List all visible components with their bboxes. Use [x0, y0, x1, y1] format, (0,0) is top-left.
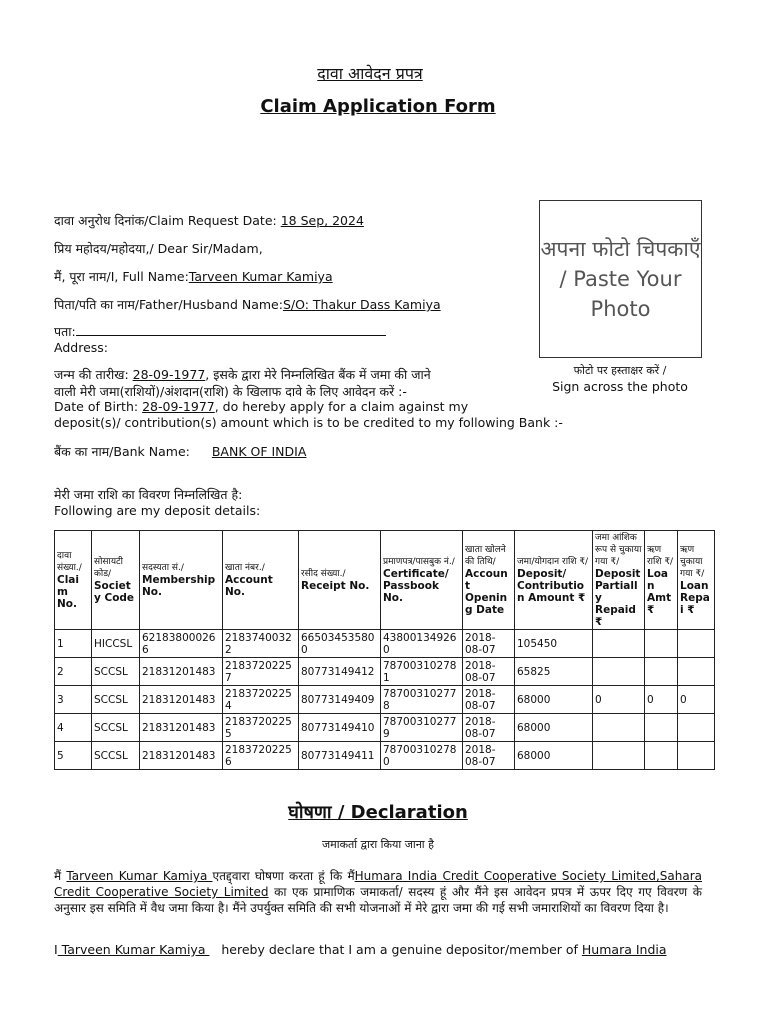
- address-blank[interactable]: [76, 323, 386, 336]
- header-hindi-label: ऋण राशि ₹/: [647, 545, 674, 567]
- table-cell: 21831201483: [140, 742, 223, 770]
- table-cell: 105450: [515, 630, 593, 658]
- table-cell: SCCSL: [92, 686, 140, 714]
- header-hindi-label: दावा संख्या./: [57, 551, 82, 573]
- address-label-hindi: पता:: [54, 324, 76, 339]
- header-hindi-label: खाता नंबर./: [225, 563, 265, 573]
- table-cell: 21837202254: [223, 686, 299, 714]
- table-cell: 787003102778: [381, 686, 463, 714]
- table-cell: 2018-08-07: [463, 742, 515, 770]
- table-header-cell: [645, 531, 678, 630]
- decl-hi-part1: मैं: [54, 869, 67, 883]
- declaration-subtitle: जमाकर्ता द्वारा किया जाना है: [322, 838, 434, 851]
- header-hindi-label: सदस्यता सं./: [142, 563, 184, 573]
- table-header-cell: [678, 531, 715, 630]
- table-header-row: [55, 531, 715, 630]
- dob-hindi-line2: वाली मेरी जमा(राशियों)/अंशदान(राशि) के खिलाफ दावे के लिए आवेदन करें :-: [54, 384, 407, 399]
- table-cell: 2018-08-07: [463, 658, 515, 686]
- table-cell: 80773149411: [299, 742, 381, 770]
- table-cell: [645, 714, 678, 742]
- header-hindi-label: सोसायटी कोड/: [94, 557, 123, 579]
- header-english-label: Receipt No.: [301, 580, 370, 592]
- photo-sign-note: [540, 363, 700, 395]
- table-cell: 0: [593, 686, 645, 714]
- table-cell: 0: [678, 686, 715, 714]
- table-cell: 21837202257: [223, 658, 299, 686]
- header-hindi-label: खाता खोलने की तिथि/: [465, 545, 506, 567]
- table-cell: 80773149412: [299, 658, 381, 686]
- table-cell: [593, 658, 645, 686]
- table-cell: 787003102780: [381, 742, 463, 770]
- full-name-line: [54, 268, 333, 285]
- table-header-cell: [223, 531, 299, 630]
- header-hindi-label: जमा आंशिक रूप से चुकाया गया ₹/: [595, 533, 642, 567]
- dob-hindi-prefix: जन्म की तारीख:: [54, 367, 133, 382]
- table-cell: 21837202255: [223, 714, 299, 742]
- table-cell: 21837400322: [223, 630, 299, 658]
- father-name-value: S/O: Thakur Dass Kamiya: [282, 297, 441, 312]
- header-english-label: Deposit/ Contribution Amount ₹: [517, 568, 586, 604]
- table-cell: SCCSL: [92, 742, 140, 770]
- table-cell: 68000: [515, 686, 593, 714]
- table-cell: 1: [55, 630, 92, 658]
- header-english-label: Society Code: [94, 580, 135, 604]
- dob-english-suffix: , do hereby apply for a claim against my: [214, 399, 469, 414]
- table-cell: 665034535800: [299, 630, 381, 658]
- header-english-label: Account No.: [225, 574, 273, 598]
- table-cell: 80773149409: [299, 686, 381, 714]
- table-cell: [678, 630, 715, 658]
- table-cell: 68000: [515, 714, 593, 742]
- table-cell: [593, 714, 645, 742]
- table-cell: 787003102779: [381, 714, 463, 742]
- table-cell: SCCSL: [92, 714, 140, 742]
- table-cell: 438001349260: [381, 630, 463, 658]
- decl-hi-name: Tarveen Kumar Kamiya: [66, 869, 213, 883]
- table-cell: HICCSL: [92, 630, 140, 658]
- header-hindi-label: रसीद संख्या./: [301, 569, 346, 579]
- table-cell: [678, 714, 715, 742]
- decl-hi-societies: Humara India Credit Cooperative Society Limited,Sahara Credit Cooperative Society Limited: [54, 869, 702, 899]
- table-cell: 2018-08-07: [463, 714, 515, 742]
- table-header-cell: [55, 531, 92, 630]
- declaration-title: घोषणा / Declaration: [288, 802, 468, 823]
- header-english-label: Certificate/ Passbook No.: [383, 568, 449, 604]
- father-name-label: पिता/पति का नाम/Father/Husband Name:: [54, 297, 283, 312]
- table-cell: SCCSL: [92, 658, 140, 686]
- bank-name-value: BANK OF INDIA: [211, 444, 307, 459]
- table-row: [55, 630, 715, 658]
- table-header-cell: [515, 531, 593, 630]
- table-cell: [645, 658, 678, 686]
- table-cell: 65825: [515, 658, 593, 686]
- declaration-english-paragraph: [54, 942, 714, 957]
- table-cell: [645, 742, 678, 770]
- bank-name-line: [54, 443, 306, 460]
- form-title: Claim Application Form: [260, 96, 496, 117]
- table-cell: 21831201483: [140, 658, 223, 686]
- photo-placeholder-text: अपना फोटो चिपकाएँ / Paste Your Photo: [540, 237, 701, 321]
- form-title-hindi: दावा आवेदन प्रपत्र: [317, 64, 423, 83]
- deposit-intro-hindi: मेरी जमा राशि का विवरण निम्नलिखित है:: [54, 487, 243, 502]
- salutation: प्रिय महोदय/महोदया,/ Dear Sir/Madam,: [54, 241, 263, 256]
- header-english-label: Membership No.: [142, 574, 216, 598]
- table-cell: [593, 630, 645, 658]
- dob-english-prefix: Date of Birth:: [54, 399, 143, 414]
- decl-en-part2: hereby declare that I am a genuine depositor/member of: [209, 942, 582, 957]
- table-cell: 21831201483: [140, 686, 223, 714]
- photo-sign-english: Sign across the photo: [552, 379, 688, 394]
- table-cell: 80773149410: [299, 714, 381, 742]
- claim-request-date-line: [54, 212, 364, 229]
- table-cell: [593, 742, 645, 770]
- table-cell: [645, 630, 678, 658]
- table-row: [55, 658, 715, 686]
- table-cell: 4: [55, 714, 92, 742]
- table-row: [55, 686, 715, 714]
- table-row: [55, 714, 715, 742]
- address-label-english: Address:: [54, 340, 108, 355]
- claim-request-date-label: दावा अनुरोध दिनांक/Claim Request Date:: [54, 213, 281, 228]
- table-cell: 68000: [515, 742, 593, 770]
- dob-english-line2: deposit(s)/ contribution(s) amount which is to be credited to my following Bank :-: [54, 415, 563, 430]
- table-cell: 21831201483: [140, 714, 223, 742]
- header-english-label: Loan Repai ₹: [680, 580, 710, 616]
- declaration-hindi-paragraph: [54, 868, 702, 916]
- table-header-cell: [299, 531, 381, 630]
- deposit-details-table: [54, 530, 715, 770]
- table-cell: 3: [55, 686, 92, 714]
- claim-request-date-value: 18 Sep, 2024: [280, 213, 364, 228]
- table-row: [55, 742, 715, 770]
- full-name-label: मैं, पूरा नाम/I, Full Name:: [54, 269, 189, 284]
- table-header-cell: [140, 531, 223, 630]
- header-english-label: Account Opening Date: [465, 568, 508, 616]
- header-hindi-label: प्रमाणपत्र/पासबुक नं./: [383, 557, 455, 567]
- photo-sign-hindi: फोटो पर हस्ताक्षर करें /: [573, 364, 667, 377]
- decl-en-part1: I: [54, 942, 58, 957]
- table-header-cell: [593, 531, 645, 630]
- table-cell: 0: [645, 686, 678, 714]
- dob-hindi-suffix: , इसके द्वारा मेरे निम्नलिखित बैंक में जमा की जाने: [205, 367, 431, 382]
- table-header-cell: [463, 531, 515, 630]
- dob-english-line: [54, 399, 468, 414]
- table-body: [55, 630, 715, 770]
- decl-en-society: Humara India: [581, 942, 667, 957]
- dob-english-value: 28-09-1977: [142, 399, 215, 414]
- table-cell: 2: [55, 658, 92, 686]
- address-line: [54, 323, 386, 340]
- table-cell: [678, 742, 715, 770]
- table-cell: 621838000266: [140, 630, 223, 658]
- decl-hi-part2: एतद्द्वारा घोषणा करता हूं कि मैं: [212, 869, 355, 883]
- header-english-label: Claim No.: [57, 574, 79, 610]
- table-header-cell: [92, 531, 140, 630]
- bank-name-label: बैंक का नाम/Bank Name:: [54, 444, 190, 459]
- header-english-label: Deposit Partially Repaid ₹: [595, 568, 641, 628]
- dob-hindi-value: 28-09-1977: [132, 367, 206, 382]
- table-cell: 2018-08-07: [463, 686, 515, 714]
- full-name-value: Tarveen Kumar Kamiya: [188, 269, 333, 284]
- deposit-intro-english: Following are my deposit details:: [54, 503, 261, 518]
- table-header-cell: [381, 531, 463, 630]
- header-english-label: Loan Amt ₹: [647, 568, 672, 616]
- table-cell: 2018-08-07: [463, 630, 515, 658]
- photo-box[interactable]: [539, 200, 702, 358]
- table-cell: 21837202256: [223, 742, 299, 770]
- decl-hi-part3: का एक प्रामाणिक जमाकर्ता/ सदस्य हूं और मैंने इस आवेदन प्रपत्र में ऊपर दिए गए विवरण के अनुसार इस समिति में वैध जमा किया है। मैंने उपर्युक्त समिति की सभी योजनाओं में मेरे द्वारा जमा की गई सभी जमाराशियों का विवरण दिया है।: [54, 885, 702, 915]
- header-hindi-label: जमा/योगदान राशि ₹/: [517, 557, 589, 567]
- decl-en-name: Tarveen Kumar Kamiya: [57, 942, 210, 957]
- father-name-line: [54, 296, 441, 313]
- table-cell: 5: [55, 742, 92, 770]
- dob-hindi-line: [54, 366, 431, 383]
- header-hindi-label: ऋण चुकाया गया ₹/: [680, 545, 705, 579]
- table-cell: 787003102781: [381, 658, 463, 686]
- table-cell: [678, 658, 715, 686]
